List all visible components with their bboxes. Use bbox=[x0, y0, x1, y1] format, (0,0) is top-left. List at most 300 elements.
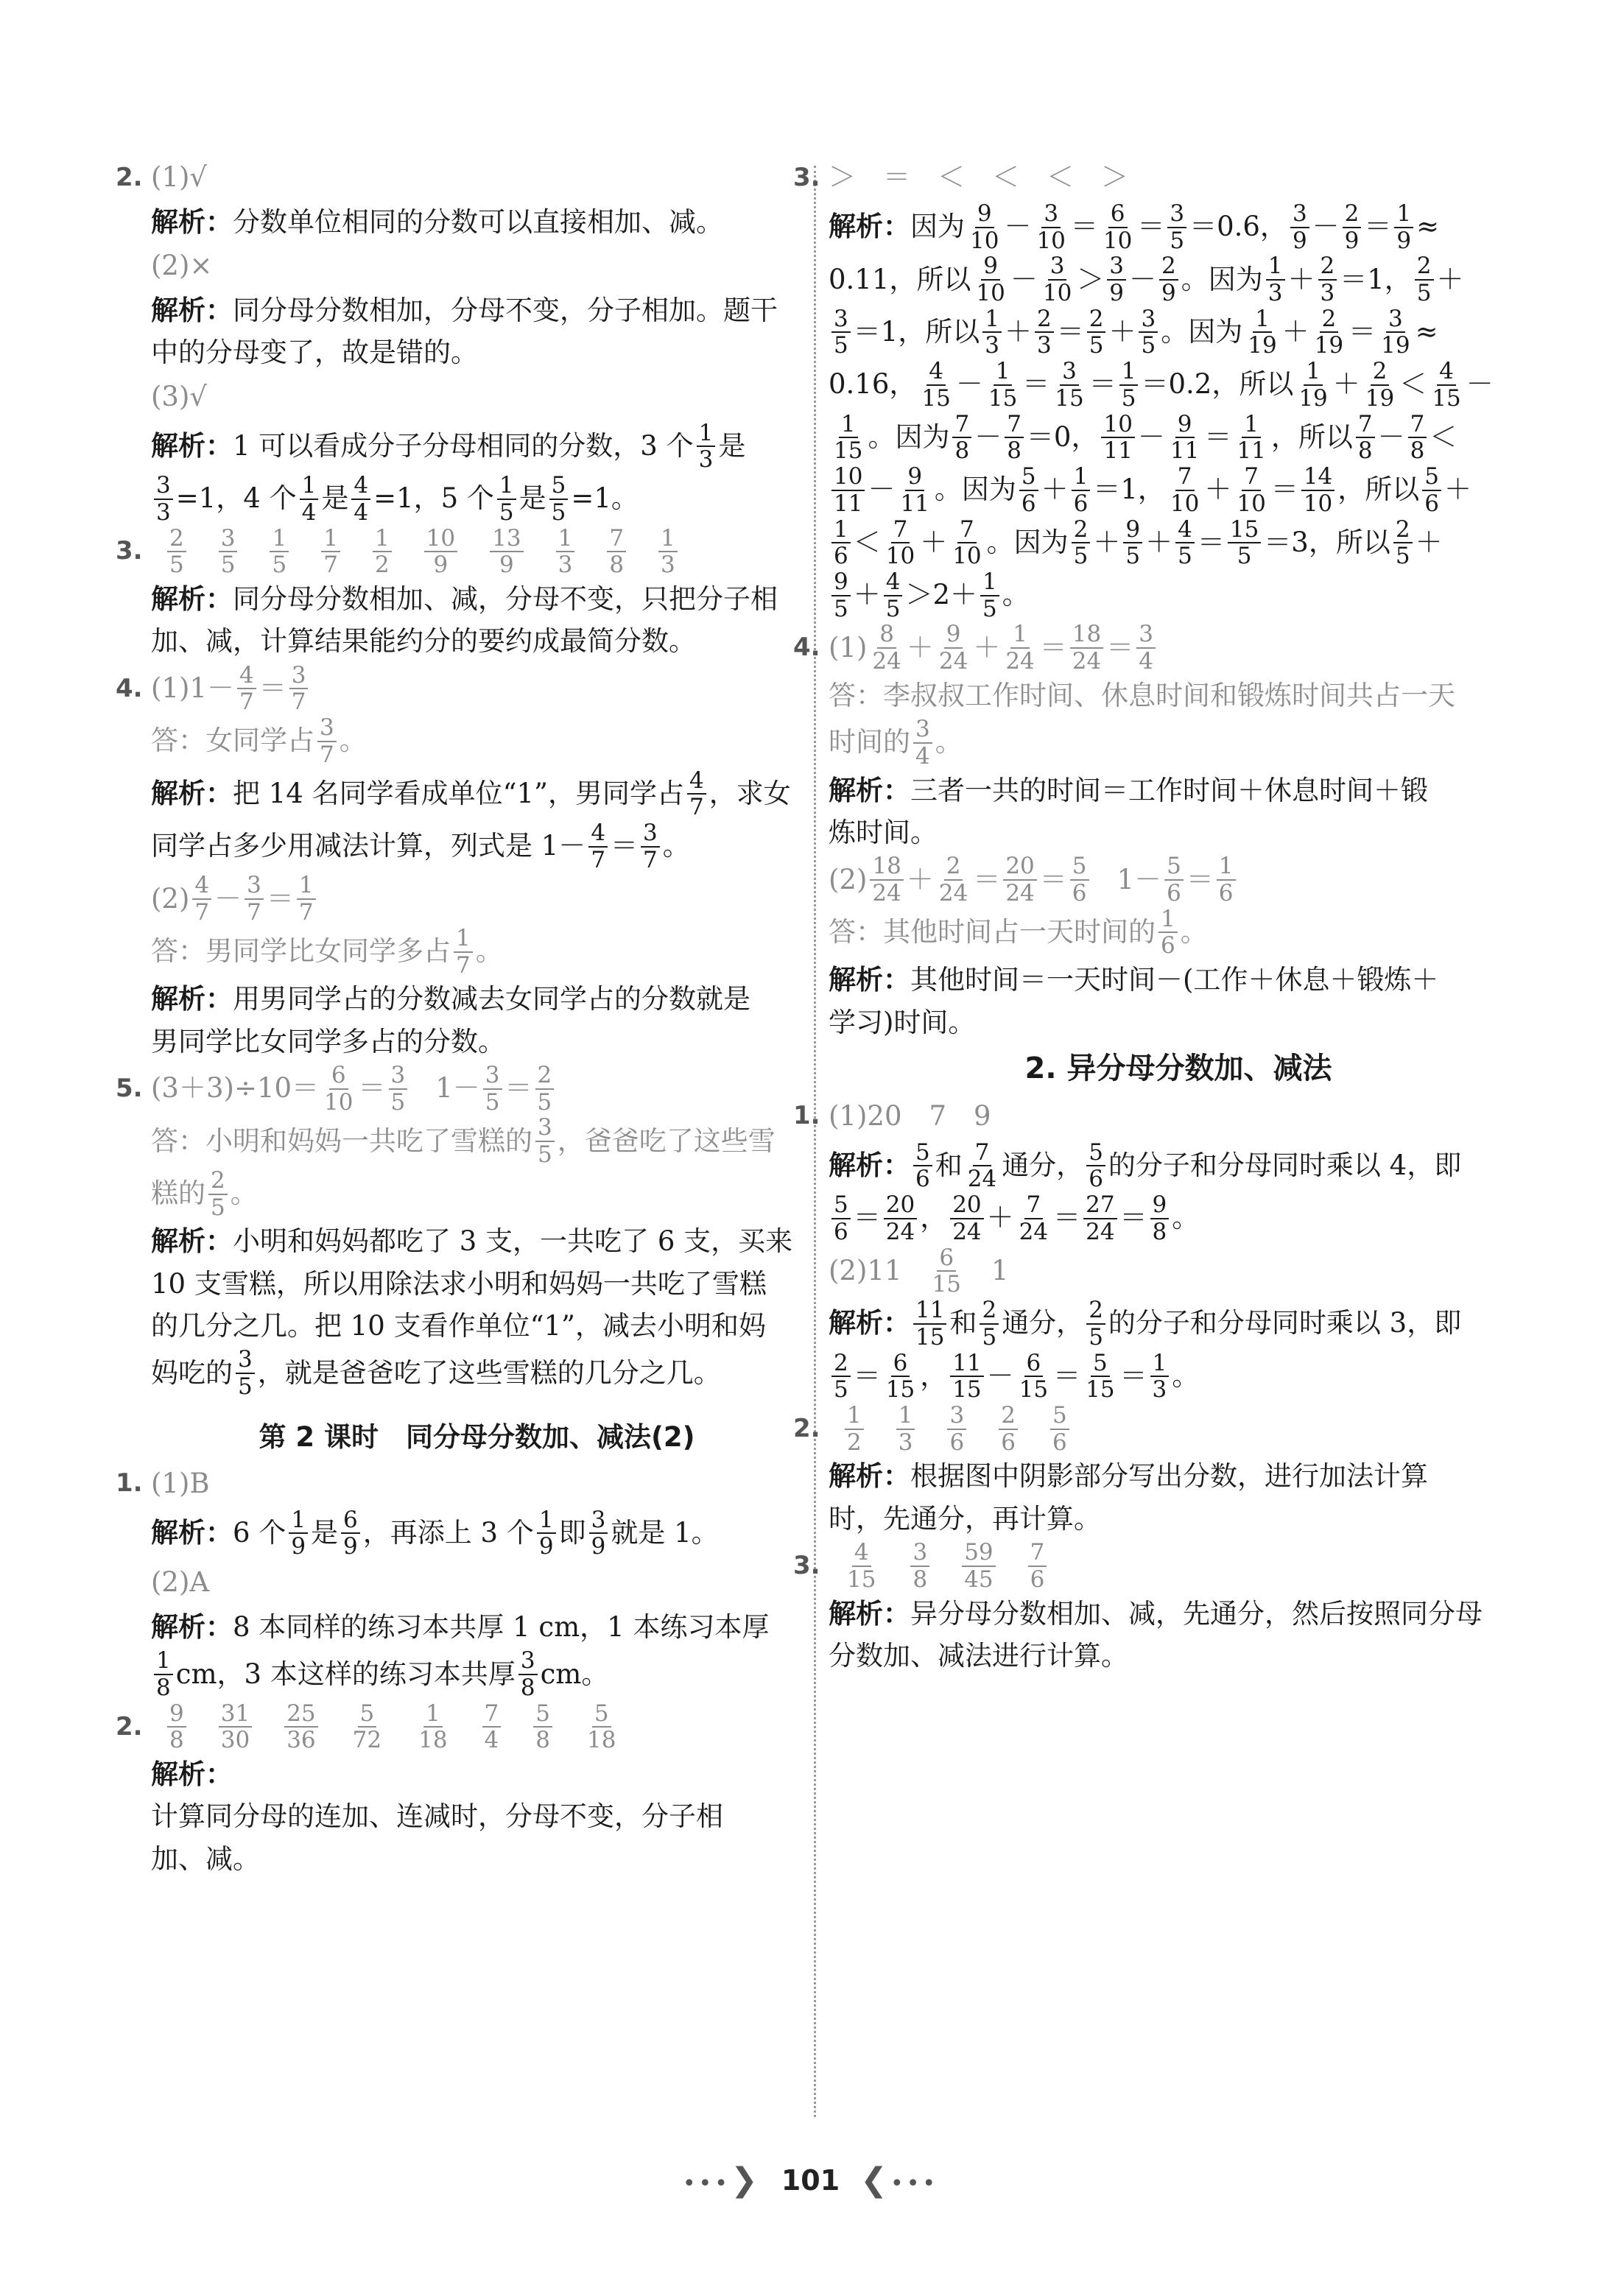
explanation-text: ，所以 bbox=[1270, 420, 1353, 453]
left-column bbox=[116, 155, 803, 1880]
answer-fraction: $\frac{7}{4}$ bbox=[482, 1701, 502, 1753]
period: 。 bbox=[935, 726, 963, 758]
explanation-text: 0.11，所以 bbox=[829, 263, 971, 295]
question-number: 2. bbox=[793, 1413, 820, 1443]
fraction: $\frac{9}{24}$ bbox=[938, 621, 968, 675]
fraction: $\frac{1}{3}$ bbox=[1150, 1351, 1170, 1403]
answer-fraction: $\frac{59}{45}$ bbox=[962, 1540, 995, 1592]
answer-statement bbox=[151, 926, 803, 978]
fraction: $\frac{5}{6}$ bbox=[1070, 853, 1089, 906]
explanation-text: 小明和妈妈都吃了 3 支，一共吃了 6 支，买来 bbox=[233, 1225, 793, 1258]
explanation-label: 解析： bbox=[829, 1460, 910, 1493]
section-title bbox=[151, 1415, 803, 1461]
explanation-label: 解析： bbox=[151, 583, 233, 616]
fraction: $\frac{3}{7}$ bbox=[317, 715, 337, 767]
explanation bbox=[829, 959, 1528, 1001]
answer-statement bbox=[829, 675, 1528, 716]
fraction: $\frac{11}{15}$ bbox=[913, 1297, 946, 1350]
section-title bbox=[829, 1043, 1528, 1094]
answer-fraction: $\frac{1}{3}$ bbox=[658, 526, 678, 578]
explanation-text: 男同学比女同学多占的分数。 bbox=[151, 1025, 505, 1057]
fraction: $\frac{2}{5}$ bbox=[535, 1063, 555, 1115]
question-number: 1. bbox=[116, 1468, 143, 1499]
fraction: $\frac{1}{6}$ bbox=[1072, 464, 1091, 516]
fraction: $\frac{1}{6}$ bbox=[1158, 906, 1178, 959]
explanation-label: 解析： bbox=[151, 1758, 233, 1791]
explanation-text: 分数加、减法进行计算。 bbox=[829, 1639, 1128, 1672]
answer-statement bbox=[151, 715, 803, 767]
period: 。 bbox=[662, 830, 690, 862]
explanation-continued bbox=[829, 1635, 1528, 1677]
answer-row bbox=[151, 374, 803, 420]
fraction: $\frac{27}{24}$ bbox=[1083, 1192, 1117, 1244]
fraction: $\frac{10}{11}$ bbox=[831, 464, 865, 516]
right-arrow-icon: •••❯ bbox=[682, 2161, 761, 2199]
fraction: $\frac{1}{4}$ bbox=[300, 473, 319, 525]
fraction: $\frac{9}{11}$ bbox=[1170, 410, 1200, 465]
explanation-text: 1 可以看成分子分母相同的分数，3 个 bbox=[233, 429, 694, 462]
equals-sign: ＝ bbox=[611, 830, 639, 862]
answer: (1) bbox=[829, 631, 868, 663]
equals-sign: ＝ bbox=[266, 882, 294, 915]
answer-fraction: $\frac{1}{18}$ bbox=[418, 1700, 448, 1754]
fraction: $\frac{9}{8}$ bbox=[1150, 1192, 1170, 1244]
question-number: 3. bbox=[116, 536, 143, 566]
fraction: $\frac{1}{15}$ bbox=[834, 410, 863, 465]
explanation-text: cm，3 本这样的练习本共厚 bbox=[175, 1658, 516, 1690]
explanation-text: =1，5 个 bbox=[373, 482, 494, 515]
answer-text: 其他时间占一天时间的 bbox=[883, 916, 1156, 948]
answer-label: 答： bbox=[151, 935, 205, 968]
explanation-text: 妈吃的 bbox=[151, 1356, 233, 1389]
fraction: $\frac{7}{8}$ bbox=[952, 412, 971, 464]
fraction: $\frac{18}{24}$ bbox=[1070, 621, 1103, 674]
answer-statement-continued bbox=[151, 1168, 803, 1220]
fraction: $\frac{1}{9}$ bbox=[289, 1507, 308, 1560]
explanation-text: ，再添上 3 个 bbox=[362, 1516, 534, 1549]
explanation bbox=[151, 1507, 803, 1560]
fraction: $\frac{1}{19}$ bbox=[1298, 358, 1328, 412]
fraction: $\frac{7}{24}$ bbox=[967, 1138, 997, 1193]
answer-fraction: $\frac{5}{18}$ bbox=[587, 1700, 616, 1754]
answer: ＞ ＝ ＜ ＜ ＜ ＞ bbox=[829, 161, 1128, 193]
explanation-text: 分数单位相同的分数可以直接相加、减。 bbox=[233, 205, 723, 238]
fraction: $\frac{1}{7}$ bbox=[454, 926, 473, 978]
answer-fraction-list bbox=[151, 526, 694, 578]
explanation-label: 解析： bbox=[151, 295, 233, 327]
explanation-text: 。因为 bbox=[934, 473, 1016, 506]
answer-label: 答： bbox=[829, 916, 883, 948]
explanation-text: 用男同学占的分数减去女同学占的分数就是 bbox=[233, 983, 750, 1015]
fraction: $\frac{6}{15}$ bbox=[1019, 1349, 1049, 1404]
fraction: $\frac{3}{9}$ bbox=[1107, 253, 1126, 306]
fraction: $\frac{2}{19}$ bbox=[1314, 305, 1344, 359]
explanation-continued: 0.16， $\frac{4}{15}$ － $\frac{1}{15}$ ＝ $\frac{3}{15}$ ＝ $\frac{1}{5}$ ＝0.2，所以 $\frac{1}{19}$ ＋ $\frac{2}{19}$ ＜ $\frac{4}{15}$ － bbox=[829, 358, 1494, 412]
fraction: $\frac{3}{10}$ bbox=[1042, 253, 1072, 307]
answer-row: (2) $\frac{18}{24}$ ＋ $\frac{2}{24}$ ＝ $\frac{20}{24}$ ＝ $\frac{5}{6}$ 1－ $\frac{5}{6}$ ＝ $\frac{1}{6}$ bbox=[829, 853, 1528, 906]
answer-fraction-list bbox=[829, 1540, 1063, 1592]
fraction: $\frac{9}{5}$ bbox=[1123, 517, 1142, 569]
question-number: 5. bbox=[116, 1073, 143, 1103]
fraction: $\frac{5}{6}$ bbox=[1422, 464, 1441, 516]
answer-row bbox=[151, 243, 803, 289]
fraction: $\frac{3}{5}$ bbox=[236, 1347, 255, 1399]
fraction: $\frac{2}{5}$ bbox=[1393, 517, 1413, 569]
fraction: $\frac{4}{5}$ bbox=[1175, 517, 1195, 569]
explanation-continued: $\frac{2}{5}$ ＝ $\frac{6}{15}$ ， $\frac{11}{15}$ － $\frac{6}{15}$ ＝ $\frac{5}{15}$ ＝ $\frac{1}{3}$ 。 bbox=[829, 1351, 1528, 1403]
answer: 1 bbox=[991, 1254, 1009, 1286]
answer-label: 答： bbox=[151, 1124, 205, 1157]
explanation-label: 解析： bbox=[829, 1149, 910, 1182]
fraction: $\frac{1}{11}$ bbox=[1237, 410, 1266, 465]
fraction: $\frac{7}{10}$ bbox=[1237, 463, 1266, 517]
explanation-text: 根据图中阴影部分写出分数，进行加法计算 bbox=[910, 1460, 1428, 1493]
fraction: $\frac{5}{6}$ bbox=[1019, 464, 1038, 516]
s2-question-1 bbox=[116, 1461, 803, 1507]
answer-statement bbox=[829, 906, 1528, 959]
fraction: $\frac{1}{24}$ bbox=[1005, 621, 1035, 675]
s2-question-2 bbox=[116, 1700, 803, 1754]
explanation-text: 异分母分数相加、减，先通分，然后按照同分母 bbox=[910, 1597, 1483, 1630]
explanation bbox=[151, 201, 803, 243]
explanation-label: 解析： bbox=[151, 777, 233, 809]
explanation-text: 通分， bbox=[1002, 1307, 1084, 1339]
explanation-text: 10 支雪糕，所以用除法求小明和妈妈一共吃了雪糕 bbox=[151, 1267, 767, 1300]
fraction: $\frac{5}{5}$ bbox=[549, 473, 569, 525]
answer-fraction: $\frac{1}{2}$ bbox=[373, 526, 392, 578]
fraction: $\frac{6}{9}$ bbox=[341, 1507, 360, 1560]
fraction: $\frac{4}{15}$ bbox=[1432, 358, 1461, 412]
fraction: $\frac{5}{6}$ bbox=[1086, 1140, 1105, 1192]
fraction: $\frac{6}{10}$ bbox=[1103, 200, 1133, 254]
fraction: $\frac{4}{7}$ bbox=[588, 820, 608, 873]
explanation-text: ＝1， bbox=[1093, 473, 1165, 506]
explanation-text: ，求女 bbox=[708, 777, 791, 809]
explanation-text: 同分母分数相加、减，分母不变，只把分子相 bbox=[233, 583, 778, 616]
answer-fraction: $\frac{13}{9}$ bbox=[490, 526, 523, 578]
fraction: $\frac{3}{5}$ bbox=[831, 306, 851, 359]
answer: (2)11 bbox=[829, 1254, 902, 1286]
fraction: $\frac{20}{24}$ bbox=[950, 1192, 983, 1244]
answer-fraction: $\frac{10}{9}$ bbox=[424, 526, 457, 578]
answer-fraction: $\frac{1}{3}$ bbox=[556, 526, 575, 578]
explanation-label: 解析： bbox=[151, 1610, 233, 1643]
explanation-text: ＝0.6， bbox=[1189, 211, 1287, 243]
explanation-text: 是 bbox=[718, 429, 746, 462]
answer-fraction: $\frac{5}{72}$ bbox=[352, 1700, 382, 1754]
answer-fraction: $\frac{1}{5}$ bbox=[270, 526, 289, 578]
equals-sign: ＝ bbox=[259, 672, 286, 704]
explanation-text: 同学占多少用减法计算，列式是 1－ bbox=[151, 830, 586, 862]
fraction: $\frac{3}{8}$ bbox=[518, 1648, 538, 1700]
answer-fraction: $\frac{7}{6}$ bbox=[1028, 1540, 1047, 1592]
explanation-text: ＝0.2，所以 bbox=[1141, 368, 1294, 401]
explanation-text: 其他时间＝一天时间－(工作＋休息＋锻炼＋ bbox=[910, 964, 1439, 996]
right-column bbox=[793, 155, 1528, 1677]
fraction: $\frac{1}{9}$ bbox=[537, 1507, 556, 1560]
explanation-label: 解析： bbox=[151, 205, 233, 238]
fraction: $\frac{3}{9}$ bbox=[589, 1507, 608, 1560]
explanation-continued bbox=[151, 1838, 803, 1880]
explanation-continued bbox=[151, 1305, 803, 1347]
explanation-label: 解析： bbox=[829, 211, 910, 243]
fraction: $\frac{7}{10}$ bbox=[885, 515, 915, 570]
period: 。 bbox=[230, 1177, 258, 1210]
fraction: $\frac{3}{5}$ bbox=[389, 1063, 408, 1115]
question-3 bbox=[116, 524, 803, 579]
fraction: $\frac{1}{6}$ bbox=[1217, 853, 1236, 906]
explanation-text: 。因为 bbox=[1181, 263, 1263, 295]
fraction: $\frac{7}{24}$ bbox=[1019, 1191, 1049, 1245]
fraction: $\frac{1}{6}$ bbox=[831, 517, 851, 569]
explanation-text: 6 个 bbox=[233, 1516, 286, 1549]
explanation-continued bbox=[151, 331, 803, 373]
explanation bbox=[151, 978, 803, 1020]
explanation-continued: $\frac{5}{6}$ ＝ $\frac{20}{24}$ ， $\frac{20}{24}$ ＋ $\frac{7}{24}$ ＝ $\frac{27}{24}$ ＝ $\frac{9}{8}$ 。 bbox=[829, 1192, 1528, 1244]
answer-text: 糕的 bbox=[151, 1177, 205, 1210]
fraction: $\frac{3}{4}$ bbox=[1136, 621, 1156, 674]
explanation bbox=[151, 420, 803, 473]
fraction: $\frac{4}{7}$ bbox=[237, 663, 256, 715]
fraction: $\frac{4}{4}$ bbox=[351, 473, 370, 525]
explanation-text: 的分子和分母同时乘以 3，即 bbox=[1108, 1307, 1462, 1339]
equals-sign: ＝ bbox=[358, 1072, 386, 1105]
answer-row bbox=[151, 1560, 803, 1606]
explanation-label: 解析： bbox=[829, 774, 910, 806]
fraction: $\frac{3}{5}$ bbox=[1139, 306, 1158, 359]
explanation bbox=[151, 1606, 803, 1648]
explanation-text: ＝3，所以 bbox=[1264, 526, 1390, 558]
explanation-text: 是 bbox=[311, 1516, 339, 1549]
answer: (3＋3)÷10＝ bbox=[151, 1072, 320, 1105]
period: 。 bbox=[475, 935, 503, 968]
answer-fraction: $\frac{1}{7}$ bbox=[321, 526, 340, 578]
answer-text: ，爸爸吃了这些雪 bbox=[557, 1124, 776, 1157]
explanation-text: 的分子和分母同时乘以 4，即 bbox=[1108, 1149, 1462, 1182]
question-5 bbox=[116, 1062, 803, 1116]
fraction: $\frac{3}{7}$ bbox=[641, 820, 660, 873]
explanation-continued bbox=[829, 1498, 1528, 1540]
fraction: $\frac{3}{19}$ bbox=[1381, 305, 1410, 359]
s3-question-1 bbox=[793, 1094, 1528, 1140]
answer-statement bbox=[151, 1115, 803, 1167]
fraction: $\frac{2}{5}$ bbox=[208, 1168, 228, 1220]
answer: (3)√ bbox=[151, 380, 207, 412]
fraction: $\frac{2}{5}$ bbox=[1072, 517, 1091, 569]
fraction: $\frac{4}{5}$ bbox=[884, 569, 903, 621]
fraction: $\frac{9}{10}$ bbox=[976, 253, 1005, 307]
fraction: $\frac{1}{9}$ bbox=[1394, 201, 1413, 253]
equals-sign: ＝ bbox=[504, 1072, 532, 1105]
explanation-text: 和 bbox=[935, 1149, 963, 1182]
explanation-label: 解析： bbox=[151, 429, 233, 462]
fraction: $\frac{2}{19}$ bbox=[1365, 358, 1395, 412]
explanation-text: 就是 1。 bbox=[611, 1516, 719, 1549]
fraction: $\frac{2}{5}$ bbox=[1087, 306, 1106, 359]
fraction: $\frac{2}{5}$ bbox=[1086, 1297, 1105, 1350]
s3-question-3 bbox=[793, 1539, 1528, 1593]
answer-fraction: $\frac{31}{30}$ bbox=[219, 1701, 252, 1753]
answer: (1)√ bbox=[151, 161, 207, 193]
fraction: $\frac{1}{5}$ bbox=[980, 569, 999, 621]
answer-statement-continued bbox=[829, 716, 1528, 769]
fraction: $\frac{3}{3}$ bbox=[154, 473, 173, 525]
explanation bbox=[829, 1297, 1528, 1350]
explanation-continued bbox=[151, 1021, 803, 1063]
explanation-label: 解析： bbox=[151, 1225, 233, 1258]
explanation-text: =1，4 个 bbox=[175, 482, 297, 515]
explanation-continued bbox=[151, 820, 803, 873]
fraction: $\frac{7}{8}$ bbox=[1005, 412, 1024, 464]
question-3 bbox=[793, 155, 1528, 201]
explanation-text: 学习)时间。 bbox=[829, 1006, 976, 1038]
fraction: $\frac{2}{24}$ bbox=[938, 853, 968, 907]
fraction: $\frac{1}{15}$ bbox=[988, 358, 1018, 412]
explanation-label: 解析： bbox=[151, 983, 233, 1015]
fraction: $\frac{6}{15}$ bbox=[885, 1349, 915, 1404]
explanation-continued bbox=[151, 473, 803, 525]
explanation bbox=[151, 578, 803, 620]
fraction: $\frac{8}{24}$ bbox=[872, 621, 901, 675]
explanation-text: 因为 bbox=[910, 211, 965, 243]
period: 。 bbox=[339, 725, 367, 757]
answer-fraction: $\frac{1}{2}$ bbox=[845, 1403, 864, 1455]
fraction: $\frac{5}{6}$ bbox=[913, 1140, 932, 1192]
fraction: $\frac{3}{5}$ bbox=[483, 1063, 502, 1115]
explanation-text: 计算同分母的连加、连减时，分母不变，分子相 bbox=[151, 1800, 723, 1833]
fraction: $\frac{5}{6}$ bbox=[831, 1192, 851, 1244]
answer-text: 女同学占 bbox=[205, 725, 314, 757]
answer: (2) bbox=[829, 863, 868, 895]
explanation-text: 三者一共的时间＝工作时间＋休息时间＋锻 bbox=[910, 774, 1428, 806]
explanation-text: 。因为 bbox=[986, 526, 1069, 558]
answer: (2)A bbox=[151, 1566, 210, 1599]
explanation-text: 把 14 名同学看成单位“1”，男同学占 bbox=[233, 777, 684, 809]
fraction: $\frac{1}{3}$ bbox=[697, 420, 716, 473]
answer: (2)× bbox=[151, 250, 213, 282]
answer-fraction-list bbox=[151, 1701, 634, 1753]
fraction: $\frac{10}{11}$ bbox=[1101, 412, 1134, 464]
explanation-label: 解析： bbox=[829, 1597, 910, 1630]
answer-fraction: $\frac{1}{3}$ bbox=[896, 1403, 915, 1455]
fraction: $\frac{1}{5}$ bbox=[497, 473, 516, 525]
answer: (1)20 7 9 bbox=[829, 1099, 991, 1132]
answer-label: 答： bbox=[829, 679, 883, 711]
question-number: 1. bbox=[793, 1101, 820, 1131]
answer: (2) bbox=[151, 882, 190, 915]
fraction: $\frac{6}{10}$ bbox=[324, 1062, 354, 1116]
fraction: $\frac{2}{5}$ bbox=[831, 1351, 851, 1403]
fraction: $\frac{3}{7}$ bbox=[245, 873, 264, 925]
fraction: $\frac{11}{15}$ bbox=[950, 1351, 983, 1403]
answer-fraction: $\frac{2}{6}$ bbox=[999, 1403, 1018, 1455]
explanation-text: 和 bbox=[949, 1307, 977, 1339]
fraction: $\frac{3}{5}$ bbox=[535, 1115, 555, 1167]
period: 。 bbox=[1180, 916, 1208, 948]
fraction: $\frac{3}{4}$ bbox=[913, 716, 932, 769]
explanation-text: =1。 bbox=[571, 482, 639, 515]
fraction: $\frac{4}{7}$ bbox=[192, 873, 211, 925]
section-title-text: 第 2 课时 同分母分数加、减法(2) bbox=[259, 1420, 695, 1453]
section-title-text: 2. 异分母分数加、减法 bbox=[1024, 1051, 1332, 1085]
fraction: $\frac{7}{8}$ bbox=[1408, 412, 1427, 464]
fraction: $\frac{5}{15}$ bbox=[1086, 1349, 1115, 1404]
fraction: $\frac{7}{10}$ bbox=[1170, 463, 1200, 517]
answer-fraction: $\frac{3}{5}$ bbox=[219, 526, 238, 578]
explanation-label: 解析： bbox=[151, 1516, 233, 1549]
answer: 1－ bbox=[435, 1072, 480, 1105]
answer-fraction: $\frac{5}{8}$ bbox=[533, 1701, 552, 1753]
answer-row bbox=[151, 873, 803, 925]
answer-fraction: $\frac{5}{6}$ bbox=[1050, 1403, 1069, 1455]
answer-text: 小明和妈妈一共吃了雪糕的 bbox=[205, 1124, 532, 1157]
answer-text: 时间的 bbox=[829, 726, 910, 758]
explanation-text: ＞2＋ bbox=[905, 579, 978, 611]
explanation: 解析： 因为 $\frac{9}{10}$ － $\frac{3}{10}$ ＝ $\frac{6}{10}$ ＝ $\frac{3}{5}$ ＝0.6， $\frac{3}{9}$ － $\frac{2}{9}$ ＝ $\frac{1}{9}$ ≈ bbox=[829, 200, 1440, 254]
explanation-continued bbox=[151, 620, 803, 662]
explanation-continued bbox=[151, 1347, 803, 1399]
explanation-text: 是 bbox=[518, 482, 546, 515]
explanation-label: 解析： bbox=[829, 964, 910, 996]
explanation-continued: $\frac{1}{6}$ ＜ $\frac{7}{10}$ ＋ $\frac{7}{10}$ 。因为 $\frac{2}{5}$ ＋ $\frac{9}{5}$ ＋ $\frac{4}{5}$ ＝ $\frac{15}{5}$ ＝3，所以 $\frac{2}{5}$ ＋ bbox=[829, 517, 1528, 569]
fraction: $\frac{2}{9}$ bbox=[1343, 201, 1362, 253]
fraction: $\frac{20}{24}$ bbox=[1003, 853, 1036, 906]
explanation-continued: 0.11，所以 $\frac{9}{10}$ － $\frac{3}{10}$ ＞ $\frac{3}{9}$ － $\frac{2}{9}$ 。因为 $\frac{1}{3}$ ＋ $\frac{2}{3}$ ＝1， $\frac{2}{5}$ ＋ bbox=[829, 253, 1464, 307]
explanation-text: ，就是爸爸吃了这些雪糕的几分之几。 bbox=[257, 1356, 721, 1389]
explanation-text: 是 bbox=[321, 482, 349, 515]
explanation-text: 中的分母变了，故是错的。 bbox=[151, 337, 478, 369]
explanation-text: 。因为 bbox=[1161, 316, 1243, 348]
fraction: $\frac{6}{15}$ bbox=[932, 1244, 961, 1298]
question-2 bbox=[116, 155, 803, 201]
question-4: 4. (1) $\frac{8}{24}$ ＋ $\frac{9}{24}$ ＋ $\frac{1}{24}$ ＝ $\frac{18}{24}$ ＝ $\frac{3}{4}$ bbox=[829, 621, 1528, 674]
fraction: $\frac{9}{11}$ bbox=[900, 463, 929, 517]
explanation bbox=[151, 1753, 803, 1838]
explanation-continued bbox=[151, 1263, 803, 1305]
fraction: $\frac{2}{5}$ bbox=[1415, 253, 1434, 306]
answer-fraction: $\frac{2}{5}$ bbox=[167, 526, 186, 578]
fraction: $\frac{3}{10}$ bbox=[1036, 200, 1066, 254]
fraction: $\frac{3}{9}$ bbox=[1290, 201, 1309, 253]
explanation-text: ＝1，所以 bbox=[853, 316, 980, 348]
fraction: $\frac{14}{10}$ bbox=[1301, 464, 1335, 516]
question-number: 2. bbox=[116, 162, 143, 192]
explanation-continued bbox=[829, 1001, 1528, 1043]
fraction: $\frac{4}{7}$ bbox=[687, 768, 706, 820]
answer-fraction-list bbox=[829, 1403, 1086, 1455]
answer-row bbox=[829, 1245, 1528, 1297]
explanation bbox=[829, 1593, 1528, 1635]
answer-text: 男同学比女同学多占 bbox=[205, 935, 451, 968]
fraction: $\frac{1}{3}$ bbox=[1266, 253, 1285, 306]
explanation-text: 加、减，计算结果能约分的要约成最简分数。 bbox=[151, 625, 696, 658]
explanation-text: ＝0， bbox=[1026, 420, 1099, 453]
answer-text: 李叔叔工作时间、休息时间和锻炼时间共占一天 bbox=[883, 679, 1455, 711]
explanation-continued bbox=[829, 811, 1528, 853]
explanation bbox=[829, 1140, 1528, 1192]
explanation-text: 的几分之几。把 10 支看作单位“1”，减去小明和妈 bbox=[151, 1310, 766, 1342]
answer-fraction: $\frac{7}{8}$ bbox=[607, 526, 626, 578]
explanation-text: ，所以 bbox=[1337, 473, 1420, 506]
question-4 bbox=[116, 661, 803, 716]
fraction: $\frac{2}{9}$ bbox=[1159, 253, 1178, 306]
answer-fraction: $\frac{3}{8}$ bbox=[910, 1540, 929, 1592]
question-number: 2. bbox=[116, 1711, 143, 1742]
question-number: 4. bbox=[793, 633, 820, 663]
page-footer bbox=[0, 2161, 1621, 2199]
explanation bbox=[151, 768, 803, 820]
explanation-continued: $\frac{10}{11}$ － $\frac{9}{11}$ 。因为 $\frac{5}{6}$ ＋ $\frac{1}{6}$ ＝1， $\frac{7}{10}$ ＋ $\frac{7}{10}$ ＝ $\frac{14}{10}$ ，所以 $\frac{5}{6}$ ＋ bbox=[829, 464, 1528, 516]
